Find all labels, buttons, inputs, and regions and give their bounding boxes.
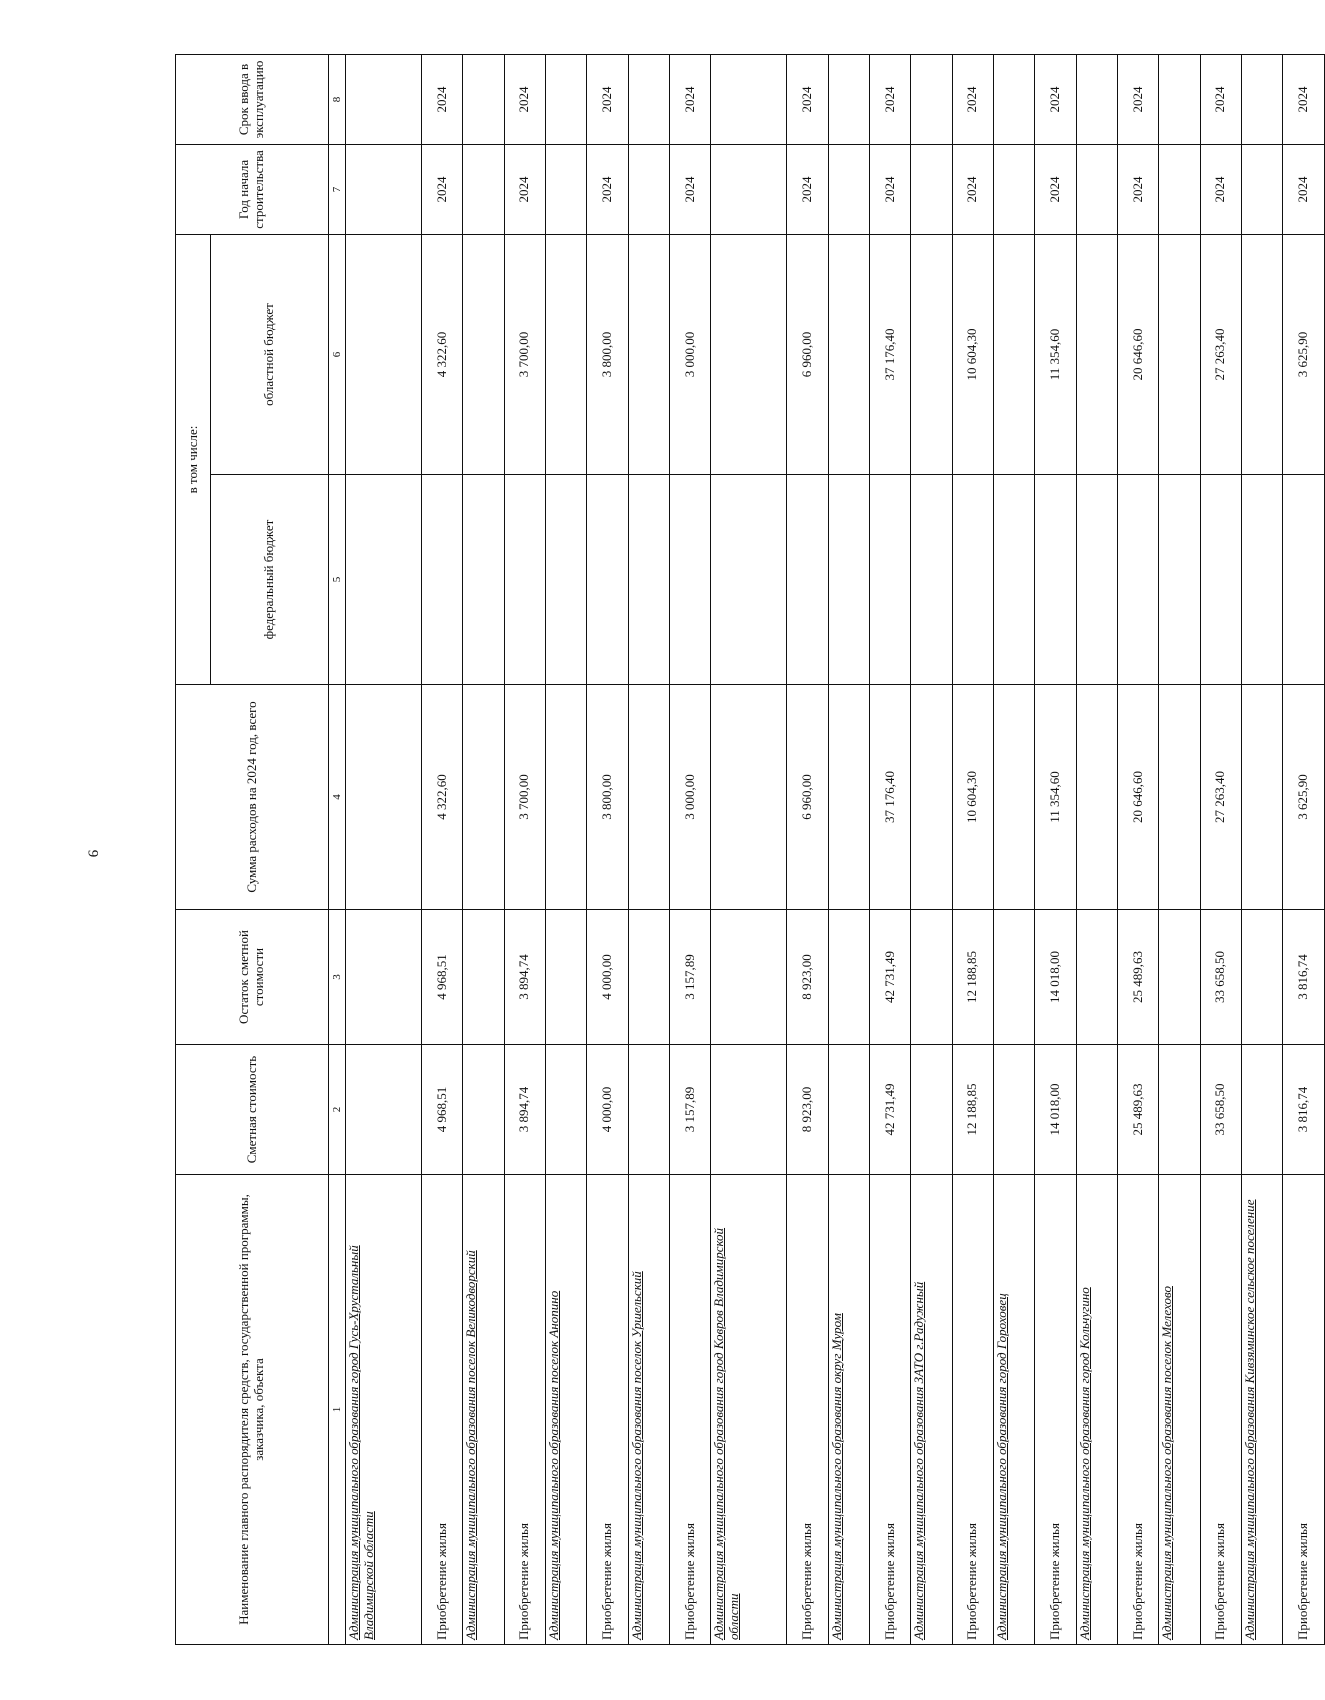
- organization-cell: [545, 1175, 586, 1645]
- empty-cell: [993, 54, 1034, 144]
- total-value: 6 960,00: [787, 685, 828, 910]
- budget-table: [175, 54, 1325, 1645]
- organization-name: Администрация муниципального образования поселок Мелехово: [1159, 1286, 1175, 1640]
- total-value: 37 176,40: [869, 685, 910, 910]
- smeta-value: 3 157,89: [669, 1045, 710, 1175]
- empty-cell: [993, 910, 1034, 1045]
- empty-cell: [463, 685, 504, 910]
- table-row: [504, 54, 545, 1644]
- federal-value: [787, 475, 828, 685]
- item-name: Приобретение жилья: [952, 1175, 993, 1645]
- empty-cell: [1076, 1045, 1117, 1175]
- ostatok-value: 42 731,49: [869, 910, 910, 1045]
- start-year: 2024: [952, 144, 993, 234]
- total-value: 3 625,90: [1283, 685, 1325, 910]
- empty-cell: [346, 54, 422, 144]
- empty-cell: [1076, 685, 1117, 910]
- header-total: Сумма расходов на 2024 год, всего: [176, 685, 329, 910]
- table-row-organization: [993, 54, 1034, 1644]
- col-number: 8: [329, 54, 346, 144]
- smeta-value: 33 658,50: [1200, 1045, 1241, 1175]
- smeta-value: 4 968,51: [421, 1045, 462, 1175]
- empty-cell: [628, 234, 669, 474]
- item-name: Приобретение жилья: [1035, 1175, 1076, 1645]
- regional-value: 4 322,60: [421, 234, 462, 474]
- column-numbers-row: [329, 54, 346, 1644]
- table-body: [346, 54, 1325, 1644]
- item-name: Приобретение жилья: [421, 1175, 462, 1645]
- table-row: [669, 54, 710, 1644]
- empty-cell: [1242, 54, 1283, 144]
- empty-cell: [1242, 1045, 1283, 1175]
- empty-cell: [828, 685, 869, 910]
- empty-cell: [711, 54, 787, 144]
- empty-cell: [346, 1045, 422, 1175]
- organization-cell: [628, 1175, 669, 1645]
- empty-cell: [911, 475, 952, 685]
- empty-cell: [628, 685, 669, 910]
- start-year: 2024: [1035, 144, 1076, 234]
- end-year: 2024: [504, 54, 545, 144]
- end-year: 2024: [1283, 54, 1325, 144]
- smeta-value: 4 000,00: [587, 1045, 628, 1175]
- table-row-organization: [711, 54, 787, 1644]
- regional-value: 27 263,40: [1200, 234, 1241, 474]
- organization-cell: [463, 1175, 504, 1645]
- regional-value: 10 604,30: [952, 234, 993, 474]
- empty-cell: [828, 234, 869, 474]
- ostatok-value: 14 018,00: [1035, 910, 1076, 1045]
- organization-cell: [1159, 1175, 1200, 1645]
- ostatok-value: 12 188,85: [952, 910, 993, 1045]
- empty-cell: [1159, 54, 1200, 144]
- empty-cell: [1159, 144, 1200, 234]
- smeta-value: 14 018,00: [1035, 1045, 1076, 1175]
- ostatok-value: 4 000,00: [587, 910, 628, 1045]
- empty-cell: [628, 475, 669, 685]
- federal-value: [1118, 475, 1159, 685]
- col-number: 2: [329, 1045, 346, 1175]
- start-year: 2024: [1118, 144, 1159, 234]
- empty-cell: [1242, 685, 1283, 910]
- item-name: Приобретение жилья: [587, 1175, 628, 1645]
- regional-value: 37 176,40: [869, 234, 910, 474]
- end-year: 2024: [787, 54, 828, 144]
- end-year: 2024: [869, 54, 910, 144]
- start-year: 2024: [587, 144, 628, 234]
- empty-cell: [545, 144, 586, 234]
- organization-name: Администрация муниципального образования поселок Великодворский: [463, 1250, 479, 1640]
- empty-cell: [1076, 475, 1117, 685]
- organization-cell: [828, 1175, 869, 1645]
- item-name: Приобретение жилья: [1118, 1175, 1159, 1645]
- empty-cell: [1076, 234, 1117, 474]
- empty-cell: [711, 234, 787, 474]
- empty-cell: [1076, 54, 1117, 144]
- organization-name: Администрация муниципального образования город Кольчугино: [1076, 1287, 1092, 1640]
- table-row: [869, 54, 910, 1644]
- empty-cell: [1159, 910, 1200, 1045]
- empty-cell: [1159, 685, 1200, 910]
- federal-value: [1200, 475, 1241, 685]
- empty-cell: [545, 910, 586, 1045]
- start-year: 2024: [504, 144, 545, 234]
- total-value: 4 322,60: [421, 685, 462, 910]
- col-number: 7: [329, 144, 346, 234]
- empty-cell: [1076, 144, 1117, 234]
- organization-name: Администрация муниципального образования город Ковров Владимирской области: [711, 1227, 742, 1640]
- total-value: 20 646,60: [1118, 685, 1159, 910]
- organization-name: Администрация муниципального образования ЗАТО г.Радужный: [911, 1281, 927, 1640]
- item-name: Приобретение жилья: [1200, 1175, 1241, 1645]
- organization-name: Администрация муниципального образования город Гусь-Хрустальный Владимирской области: [346, 1245, 376, 1640]
- table-row: [421, 54, 462, 1644]
- header-federal: федеральный бюджет: [211, 475, 329, 685]
- ostatok-value: 3 816,74: [1283, 910, 1325, 1045]
- col-number: 4: [329, 685, 346, 910]
- table-row: [787, 54, 828, 1644]
- regional-value: 3 700,00: [504, 234, 545, 474]
- regional-value: 3 000,00: [669, 234, 710, 474]
- header-smeta: Сметная стоимость: [176, 1045, 329, 1175]
- item-name: Приобретение жилья: [787, 1175, 828, 1645]
- col-number: 5: [329, 475, 346, 685]
- start-year: 2024: [869, 144, 910, 234]
- page-number: 9: [84, 849, 101, 858]
- total-value: 3 000,00: [669, 685, 710, 910]
- ostatok-value: 25 489,63: [1118, 910, 1159, 1045]
- organization-name: Администрация муниципального образования округ Муром: [828, 1313, 844, 1640]
- start-year: 2024: [1283, 144, 1325, 234]
- rotated-table-wrapper: [175, 55, 1311, 1645]
- table-row-organization: [463, 54, 504, 1644]
- empty-cell: [628, 1045, 669, 1175]
- empty-cell: [911, 1045, 952, 1175]
- empty-cell: [993, 1045, 1034, 1175]
- empty-cell: [993, 475, 1034, 685]
- empty-cell: [463, 1045, 504, 1175]
- organization-name: Администрация муниципального образования город Гороховец: [993, 1293, 1009, 1640]
- empty-cell: [1242, 910, 1283, 1045]
- start-year: 2024: [787, 144, 828, 234]
- empty-cell: [628, 910, 669, 1045]
- empty-cell: [711, 1045, 787, 1175]
- empty-cell: [346, 910, 422, 1045]
- table-row: [1200, 54, 1241, 1644]
- organization-cell: [1242, 1175, 1283, 1645]
- empty-cell: [1076, 910, 1117, 1045]
- federal-value: [504, 475, 545, 685]
- table-row-organization: [628, 54, 669, 1644]
- empty-cell: [545, 54, 586, 144]
- empty-cell: [993, 234, 1034, 474]
- organization-cell: [711, 1175, 787, 1645]
- empty-cell: [463, 910, 504, 1045]
- total-value: 3 800,00: [587, 685, 628, 910]
- end-year: 2024: [952, 54, 993, 144]
- ostatok-value: 3 157,89: [669, 910, 710, 1045]
- federal-value: [587, 475, 628, 685]
- smeta-value: 3 894,74: [504, 1045, 545, 1175]
- empty-cell: [828, 54, 869, 144]
- table-row: [1035, 54, 1076, 1644]
- organization-name: Администрация муниципального образования поселок Уршельский: [628, 1271, 644, 1640]
- empty-cell: [346, 475, 422, 685]
- organization-cell: [911, 1175, 952, 1645]
- empty-cell: [993, 144, 1034, 234]
- empty-cell: [628, 54, 669, 144]
- table-row-organization: [1159, 54, 1200, 1644]
- empty-cell: [828, 475, 869, 685]
- ostatok-value: 4 968,51: [421, 910, 462, 1045]
- regional-value: 11 354,60: [1035, 234, 1076, 474]
- smeta-value: 3 816,74: [1283, 1045, 1325, 1175]
- empty-cell: [1242, 475, 1283, 685]
- table-row-organization: [1076, 54, 1117, 1644]
- ostatok-value: 33 658,50: [1200, 910, 1241, 1045]
- empty-cell: [463, 234, 504, 474]
- federal-value: [869, 475, 910, 685]
- empty-cell: [1159, 1045, 1200, 1175]
- organization-cell: [346, 1175, 422, 1645]
- smeta-value: 8 923,00: [787, 1045, 828, 1175]
- end-year: 2024: [1035, 54, 1076, 144]
- end-year: 2024: [421, 54, 462, 144]
- federal-value: [952, 475, 993, 685]
- empty-cell: [346, 144, 422, 234]
- smeta-value: 42 731,49: [869, 1045, 910, 1175]
- table-row-organization: [911, 54, 952, 1644]
- item-name: Приобретение жилья: [504, 1175, 545, 1645]
- total-value: 3 700,00: [504, 685, 545, 910]
- table-row-organization: [545, 54, 586, 1644]
- empty-cell: [828, 144, 869, 234]
- total-value: 11 354,60: [1035, 685, 1076, 910]
- empty-cell: [346, 685, 422, 910]
- table-row: [952, 54, 993, 1644]
- header-group: в том числе:: [176, 234, 211, 684]
- header-ostatok: Остаток сметной стоимости: [176, 910, 329, 1045]
- empty-cell: [463, 144, 504, 234]
- regional-value: 20 646,60: [1118, 234, 1159, 474]
- empty-cell: [545, 234, 586, 474]
- col-number: 6: [329, 234, 346, 474]
- table-row-organization: [346, 54, 422, 1644]
- end-year: 2024: [1118, 54, 1159, 144]
- table-row-organization: [828, 54, 869, 1644]
- empty-cell: [911, 144, 952, 234]
- header-name: Наименование главного распорядителя средств, государственной программы, заказчика, объекта: [176, 1175, 329, 1645]
- end-year: 2024: [587, 54, 628, 144]
- empty-cell: [545, 475, 586, 685]
- federal-value: [421, 475, 462, 685]
- smeta-value: 12 188,85: [952, 1045, 993, 1175]
- empty-cell: [711, 910, 787, 1045]
- empty-cell: [346, 234, 422, 474]
- header-start-year: Год начала строительства: [176, 144, 329, 234]
- empty-cell: [1242, 234, 1283, 474]
- empty-cell: [1159, 475, 1200, 685]
- end-year: 2024: [669, 54, 710, 144]
- empty-cell: [545, 685, 586, 910]
- empty-cell: [463, 475, 504, 685]
- organization-cell: [993, 1175, 1034, 1645]
- federal-value: [1283, 475, 1325, 685]
- empty-cell: [463, 54, 504, 144]
- col-number: 1: [329, 1175, 346, 1645]
- item-name: Приобретение жилья: [1283, 1175, 1325, 1645]
- empty-cell: [911, 910, 952, 1045]
- end-year: 2024: [1200, 54, 1241, 144]
- smeta-value: 25 489,63: [1118, 1045, 1159, 1175]
- start-year: 2024: [669, 144, 710, 234]
- regional-value: 3 625,90: [1283, 234, 1325, 474]
- organization-name: Администрация муниципального образования поселок Анопино: [545, 1290, 561, 1640]
- organization-cell: [1076, 1175, 1117, 1645]
- empty-cell: [828, 910, 869, 1045]
- empty-cell: [628, 144, 669, 234]
- ostatok-value: 8 923,00: [787, 910, 828, 1045]
- empty-cell: [911, 54, 952, 144]
- regional-value: 3 800,00: [587, 234, 628, 474]
- table-row: [1283, 54, 1325, 1644]
- empty-cell: [1242, 144, 1283, 234]
- item-name: Приобретение жилья: [869, 1175, 910, 1645]
- federal-value: [669, 475, 710, 685]
- start-year: 2024: [421, 144, 462, 234]
- organization-name: Администрация муниципального образования Кивзяминское сельское поселение: [1242, 1199, 1258, 1640]
- ostatok-value: 3 894,74: [504, 910, 545, 1045]
- header-end-year: Срок ввода в эксплуатацию: [176, 54, 329, 144]
- total-value: 27 263,40: [1200, 685, 1241, 910]
- table-row: [587, 54, 628, 1644]
- header-regional: областной бюджет: [211, 234, 329, 474]
- empty-cell: [1159, 234, 1200, 474]
- table-row: [1118, 54, 1159, 1644]
- federal-value: [1035, 475, 1076, 685]
- item-name: Приобретение жилья: [669, 1175, 710, 1645]
- total-value: 10 604,30: [952, 685, 993, 910]
- col-number: 3: [329, 910, 346, 1045]
- table-row-organization: [1242, 54, 1283, 1644]
- empty-cell: [911, 234, 952, 474]
- empty-cell: [911, 685, 952, 910]
- empty-cell: [711, 685, 787, 910]
- empty-cell: [545, 1045, 586, 1175]
- empty-cell: [828, 1045, 869, 1175]
- empty-cell: [711, 144, 787, 234]
- start-year: 2024: [1200, 144, 1241, 234]
- regional-value: 6 960,00: [787, 234, 828, 474]
- empty-cell: [993, 685, 1034, 910]
- empty-cell: [711, 475, 787, 685]
